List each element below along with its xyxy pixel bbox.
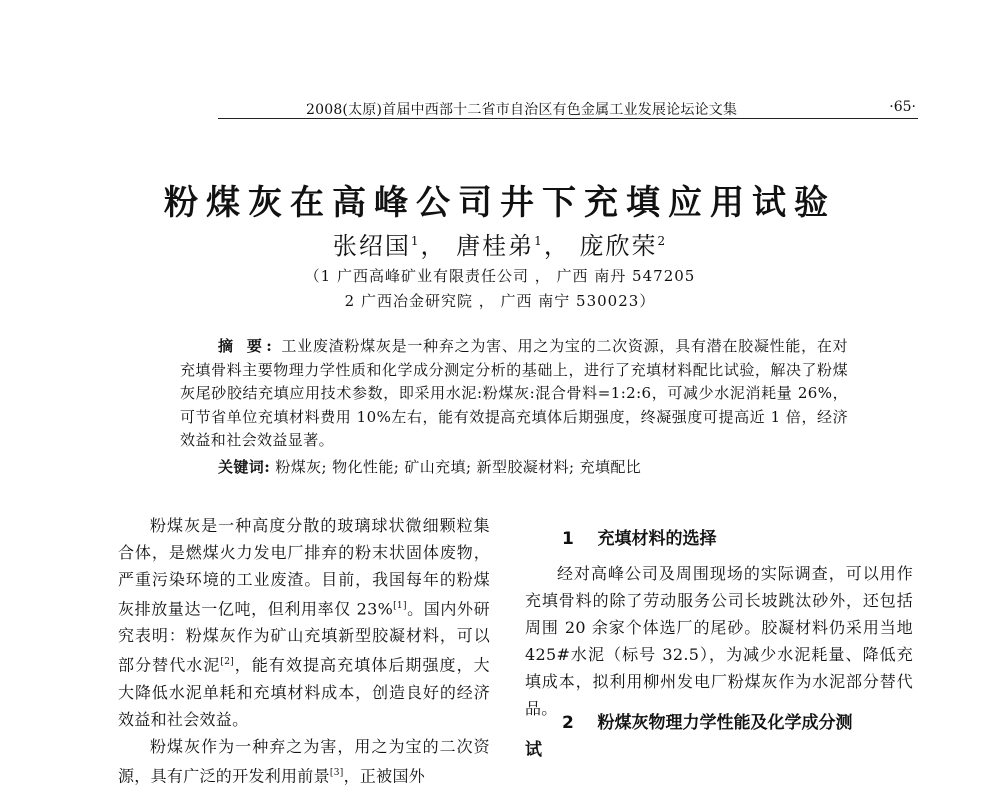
citation-ref[interactable]: [1] (393, 601, 407, 611)
section-title: 粉煤灰物理力学性能及化学成分测 (597, 713, 853, 733)
page-number: ·65· (889, 99, 916, 115)
paper-title: 粉煤灰在高峰公司井下充填应用试验 (164, 183, 836, 223)
paragraph: 经对高峰公司及周围现场的实际调查，可以用作充填骨料的除了劳动服务公司长坡跳汰砂外，还包括周围 20 余家个体选厂的尾砂。胶凝材料仍采用当地 425#水泥（标号 32.5），为减少水泥耗量、降低充填成本，拟利用柳州发电厂粉煤灰作为水泥部分替代品。 (525, 564, 913, 718)
paragraph (118, 512, 490, 733)
text-run: 粉煤灰作为一种弃之为害，用之为宝的二次资源，具有广泛的开发利用前景 (118, 736, 490, 785)
header-rule (218, 118, 918, 119)
keywords-text: 粉煤灰; 物化性能; 矿山充填; 新型胶凝材料; 充填配比 (275, 458, 642, 476)
author-affiliation-mark: 2 (657, 234, 668, 248)
section-1-body (525, 560, 913, 722)
citation-ref[interactable]: [3] (329, 767, 344, 778)
abstract-text: 工业废渣粉煤灰是一种弃之为害、用之为宝的二次资源，具有潜在胶凝性能，在对充填骨料主要物理力学性质和化学成分测定分析的基础上，进行了充填材料配比试验，解决了粉煤灰尾砂胶结充填应用技术参数，即采用水泥:粉煤灰:混合骨料=1:2:6，可减少水泥消耗量 26%，可节省单位充填材料费用 10%左右，能有效提高充填体后期强度，终凝强度可提高近 1 倍，经济效益和社会效益显著。 (180, 337, 849, 449)
section-title-continued: 试 (525, 740, 542, 760)
author-line (0, 226, 1000, 261)
citation-ref[interactable]: [2] (220, 657, 235, 668)
affiliation-1: （1 广西高峰矿业有限责任公司 ， 广西 南丹 547205 (304, 267, 696, 285)
section-2-heading (525, 710, 922, 764)
keywords (218, 456, 858, 477)
author-name: 张绍国 (332, 232, 411, 260)
text-run: 。国内外研究表明：粉煤灰作为矿山充填新型胶凝材料，可以部分替代水泥 (118, 599, 490, 675)
section-number: 2 (562, 713, 574, 733)
keywords-label: 关键词: (218, 458, 271, 476)
left-column (118, 512, 490, 789)
affiliation-2: 2 广西冶金研究院 ， 广西 南宁 530023） (344, 292, 656, 310)
paragraph (118, 733, 490, 789)
author-name: 唐桂弟 (456, 232, 535, 260)
text-run: 粉煤灰是一种高度分散的玻璃球状微细颗粒集合体，是燃煤火力发电厂排弃的粉末状固体废物，严重污染环境的工业废渣。目前，我国每年的粉煤灰排放量达一亿吨，但利用率仅 23% (118, 516, 490, 619)
section-title: 充填材料的选择 (597, 529, 717, 549)
text-run: ，正被国外 (343, 765, 426, 785)
running-header (218, 96, 918, 120)
section-number: 1 (562, 529, 574, 549)
section-1-heading (562, 524, 717, 549)
author-separator: ， (420, 232, 447, 260)
author-affiliation-mark: 1 (410, 234, 421, 248)
abstract (180, 335, 848, 453)
author-separator: ， (543, 232, 570, 260)
running-title: 2008(太原)首届中西部十二省市自治区有色金属工业发展论坛论文集 (306, 102, 738, 118)
text-run: ，能有效提高充填体后期强度，大大降低水泥单耗和充填材料成本，创造良好的经济效益和社会效益。 (118, 655, 490, 729)
author-name: 庞欣荣 (579, 232, 658, 260)
author-affiliation-mark: 1 (534, 234, 544, 248)
abstract-label: 摘 要: (218, 337, 276, 355)
